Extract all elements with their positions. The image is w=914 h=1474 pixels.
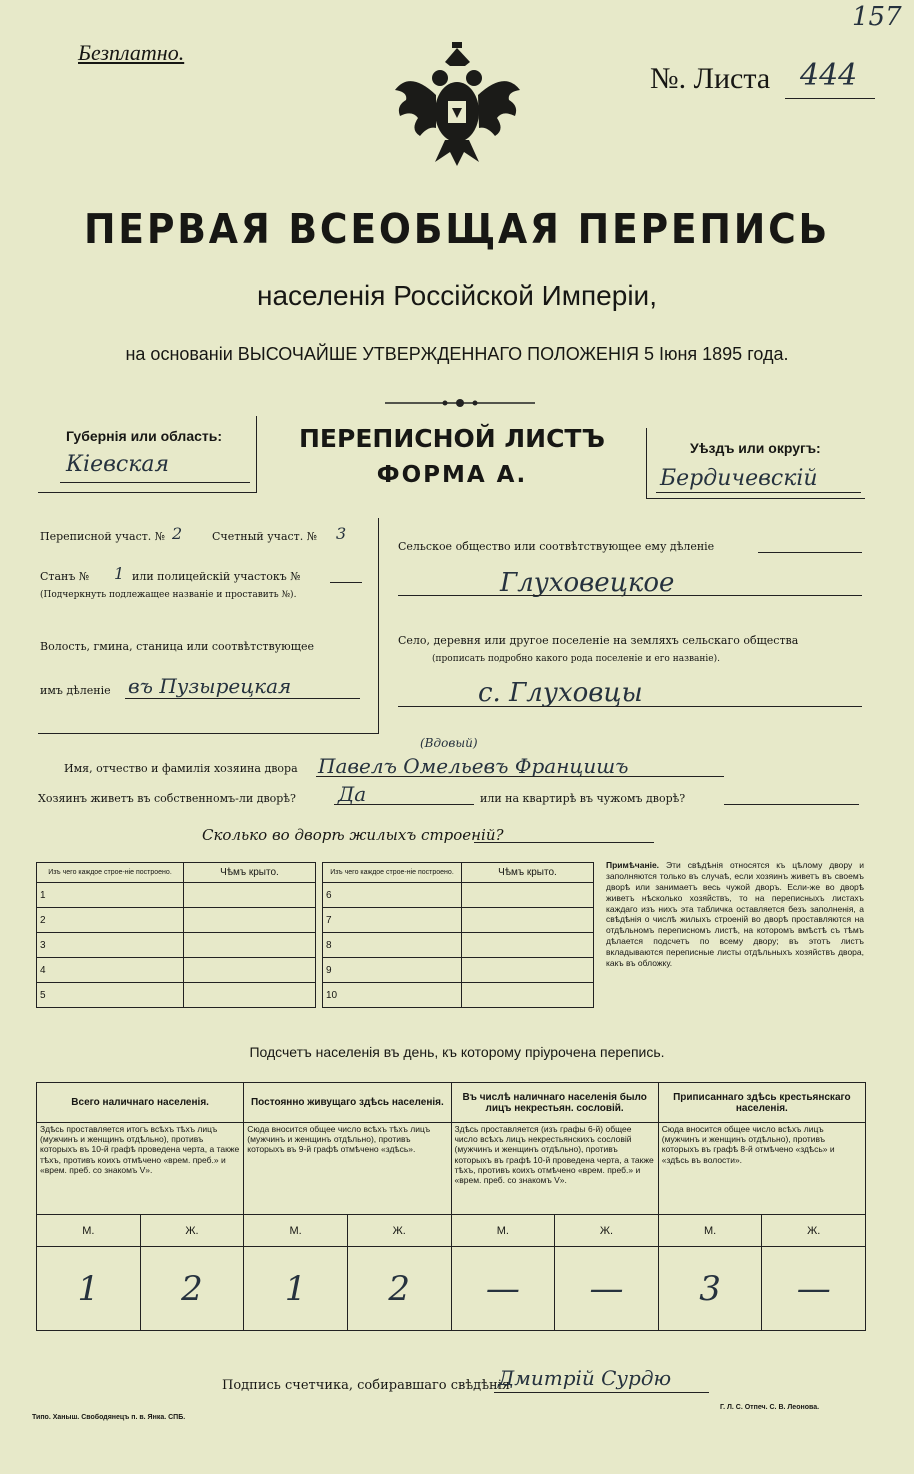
group-4-female-value: —: [762, 1247, 866, 1331]
ornament-divider: [385, 396, 535, 410]
roof-cell: [462, 908, 594, 933]
group-2-desc: Сюда вносится общее число всѣхъ тѣхъ лицъ (мужчинъ и женщинъ отдѣльно), противъ которыхъ въ 9-й графѣ отмѣчено «здѣсь».: [244, 1123, 451, 1215]
group-2-male-label: М.: [244, 1215, 348, 1247]
police-line: [330, 582, 362, 583]
sheet-number-value: 444: [800, 58, 858, 93]
roof-cell: [184, 933, 316, 958]
volost-label: Волость, гмина, станица или соотвѣтствующее: [40, 640, 314, 653]
buildings-table-right: [322, 862, 594, 1008]
owner-lives-value: Да: [338, 782, 367, 806]
row-number: 7: [323, 908, 462, 933]
group-2-male-value: 1: [244, 1247, 348, 1331]
roof-cell: [184, 883, 316, 908]
col-built: Изъ чего каждое строе-ніе построено.: [323, 863, 462, 883]
roof-cell: [462, 983, 594, 1008]
group-1-female-value: 2: [140, 1247, 244, 1331]
owner-name-label: Имя, отчество и фамилія хозяина двора: [64, 762, 298, 775]
signature-value: Дмитрій Сурдю: [498, 1366, 672, 1390]
roof-cell: [184, 983, 316, 1008]
society-label: Сельское общество или соотвѣтствующее ему дѣленіе: [398, 540, 715, 553]
sheet-number-label: №. Листа: [650, 62, 771, 95]
population-count-table: [36, 1082, 866, 1331]
village-note: (прописать подробно какого рода поселеніе и его названіе).: [432, 654, 720, 664]
group-4-male-label: М.: [658, 1215, 762, 1247]
underline-note: (Подчеркнуть подлежащее названіе и проставить №).: [40, 590, 297, 600]
row-number: 5: [37, 983, 184, 1008]
village-label: Село, деревня или другое поселеніе на земляхъ сельскаго общества: [398, 634, 799, 647]
group-3-male-value: —: [451, 1247, 555, 1331]
stan-value: 1: [114, 564, 125, 583]
roof-cell: [184, 908, 316, 933]
roof-cell: [462, 933, 594, 958]
roof-cell: [462, 958, 594, 983]
row-number: 2: [37, 908, 184, 933]
group-4-title: Приписаннаго здѣсь крестьянскаго населенія.: [658, 1083, 865, 1123]
buildings-table-left: [36, 862, 316, 1008]
group-2-female-label: Ж.: [347, 1215, 451, 1247]
volost-label-2: имъ дѣленіе: [40, 684, 111, 697]
volost-value: въ Пузырецкая: [128, 674, 292, 698]
footer-printer-left: Типо. Ханыш. Свободянецъ п. в. Янка. СПБ.: [32, 1414, 186, 1421]
signature-label: Подпись счетчика, собиравшаго свѣдѣнія: [222, 1378, 511, 1393]
roof-cell: [184, 958, 316, 983]
footer-printer-right: Г. Л. С. Отпеч. С. В. Леонова.: [720, 1404, 820, 1411]
group-3-male-label: М.: [451, 1215, 555, 1247]
counting-section-label: Счетный участ. №: [212, 530, 318, 543]
owner-lives-line: [334, 804, 474, 805]
row-number: 1: [37, 883, 184, 908]
col-built: Изъ чего каждое строе-ніе построено.: [37, 863, 184, 883]
page-title: ПЕРВАЯ ВСЕОБЩАЯ ПЕРЕПИСЬ: [83, 205, 831, 253]
group-4-male-value: 3: [658, 1247, 762, 1331]
society-value: Глуховецкое: [500, 568, 675, 598]
page-subtitle: населенія Россійской Имперіи,: [257, 280, 657, 311]
group-1-male-label: М.: [37, 1215, 141, 1247]
census-section-value: 2: [172, 524, 183, 543]
note-block: [606, 860, 864, 969]
village-line: [398, 706, 862, 707]
volost-line: [125, 698, 360, 699]
buildings-line: [474, 842, 654, 843]
count-heading: Подсчетъ населенія въ день, къ которому пріурочена перепись.: [249, 1044, 665, 1060]
guberniya-label: Губернія или область:: [66, 428, 223, 444]
group-4-desc: Сюда вносится общее число всѣхъ лицъ (мужчинъ и женщинъ отдѣльно), противъ которыхъ въ графѣ 8-й отмѣчено «здѣсь» и «здѣсь въ волости».: [658, 1123, 865, 1215]
uezd-label: Уѣздъ или округъ:: [690, 440, 821, 456]
form-subtitle: ФОРМА А.: [376, 462, 528, 488]
owner-name-annotation: (Вдовый): [420, 736, 478, 750]
owner-name-value: Павелъ Омельевъ Францишъ: [318, 754, 629, 778]
owner-lives-label: Хозяинъ живетъ въ собственномъ-ли дворѣ?: [38, 792, 296, 805]
owner-rent-line: [724, 804, 859, 805]
row-number: 10: [323, 983, 462, 1008]
roof-cell: [462, 883, 594, 908]
census-section-label: Переписной участ. №: [40, 530, 166, 543]
owner-rent-label: или на квартирѣ въ чужомъ дворѣ?: [480, 792, 686, 805]
row-number: 3: [37, 933, 184, 958]
village-value: с. Глуховцы: [478, 678, 643, 708]
stan-label: Станъ №: [40, 570, 90, 583]
uezd-value: Бердичевскій: [660, 466, 818, 491]
col-roof: Чѣмъ крыто.: [184, 863, 316, 883]
buildings-label: Сколько во дворѣ жилыхъ строеній?: [202, 826, 504, 844]
counting-section-value: 3: [336, 524, 347, 543]
owner-name-line: [316, 776, 724, 777]
note-text: Эти свѣдѣнія относятся къ цѣлому двору и заполняются только въ случаѣ, если хозяинъ живетъ въ своемъ дворѣ или занимаетъ весь чужой дворъ. Если-же во дворѣ живетъ нѣсколько хозяйствъ, то на переписныхъ листахъ каждаго изъ нихъ эта табличка оставляется безъ заполненія, а свѣдѣнія о числѣ жилыхъ строеній во дворѣ проставляются на отдѣльномъ переписномъ листѣ, на которомъ вмѣстѣ съ тѣмъ дѣлается подсчетъ по всему двору; въ этотъ листъ вкладываются переписные листы отдѣльныхъ хозяйствъ двора, какъ въ обложку.: [606, 860, 864, 968]
uezd-line: [656, 492, 861, 493]
col-roof: Чѣмъ крыто.: [462, 863, 594, 883]
group-4-female-label: Ж.: [762, 1215, 866, 1247]
society-line-1: [758, 552, 862, 553]
left-fields-panel: [38, 518, 379, 734]
row-number: 8: [323, 933, 462, 958]
sheet-number-line: [785, 98, 875, 99]
legal-basis: на основаніи ВЫСОЧАЙШЕ УТВЕРЖДЕННАГО ПОЛОЖЕНІЯ 5 Іюня 1895 года.: [125, 344, 789, 364]
row-number: 6: [323, 883, 462, 908]
group-3-desc: Здѣсь проставляется (изъ графы 6-й) общее число всѣхъ лицъ некрестьянскихъ сословій (мужчинъ и женщинъ отдѣльно), противъ которыхъ въ графѣ 10-й проведена черта, а также тѣхъ, противъ коихъ отмѣчено «врем. преб.» и «врем. преб. со знакомъ V».: [451, 1123, 658, 1215]
group-1-female-label: Ж.: [140, 1215, 244, 1247]
guberniya-value: Кіевская: [66, 452, 170, 477]
society-line-2: [398, 595, 862, 596]
row-number: 4: [37, 958, 184, 983]
group-1-title: Всего наличнаго населенія.: [37, 1083, 244, 1123]
group-3-female-label: Ж.: [555, 1215, 659, 1247]
signature-line: [494, 1392, 709, 1393]
form-title: ПЕРЕПИСНОЙ ЛИСТЪ: [299, 424, 605, 453]
note-heading: Примѣчаніе.: [606, 860, 660, 870]
guberniya-line: [60, 482, 250, 483]
group-2-title: Постоянно живущаго здѣсь населенія.: [244, 1083, 451, 1123]
double-headed-eagle-emblem: [390, 40, 525, 170]
row-number: 9: [323, 958, 462, 983]
police-label: или полицейскій участокъ №: [132, 570, 301, 583]
group-1-male-value: 1: [37, 1247, 141, 1331]
free-label: Безплатно.: [78, 40, 185, 65]
corner-number: 157: [852, 2, 902, 32]
group-1-desc: Здѣсь проставляется итогъ всѣхъ тѣхъ лицъ (мужчинъ и женщинъ отдѣльно), противъ которыхъ въ 10-й графѣ проведена черта, а также тѣхъ, противъ коихъ отмѣчено «врем. преб.» и «врем. преб. со знакомъ V».: [37, 1123, 244, 1215]
group-2-female-value: 2: [347, 1247, 451, 1331]
group-3-title: Въ числѣ наличнаго населенія было лицъ некрестьян. сословій.: [451, 1083, 658, 1123]
group-3-female-value: —: [555, 1247, 659, 1331]
